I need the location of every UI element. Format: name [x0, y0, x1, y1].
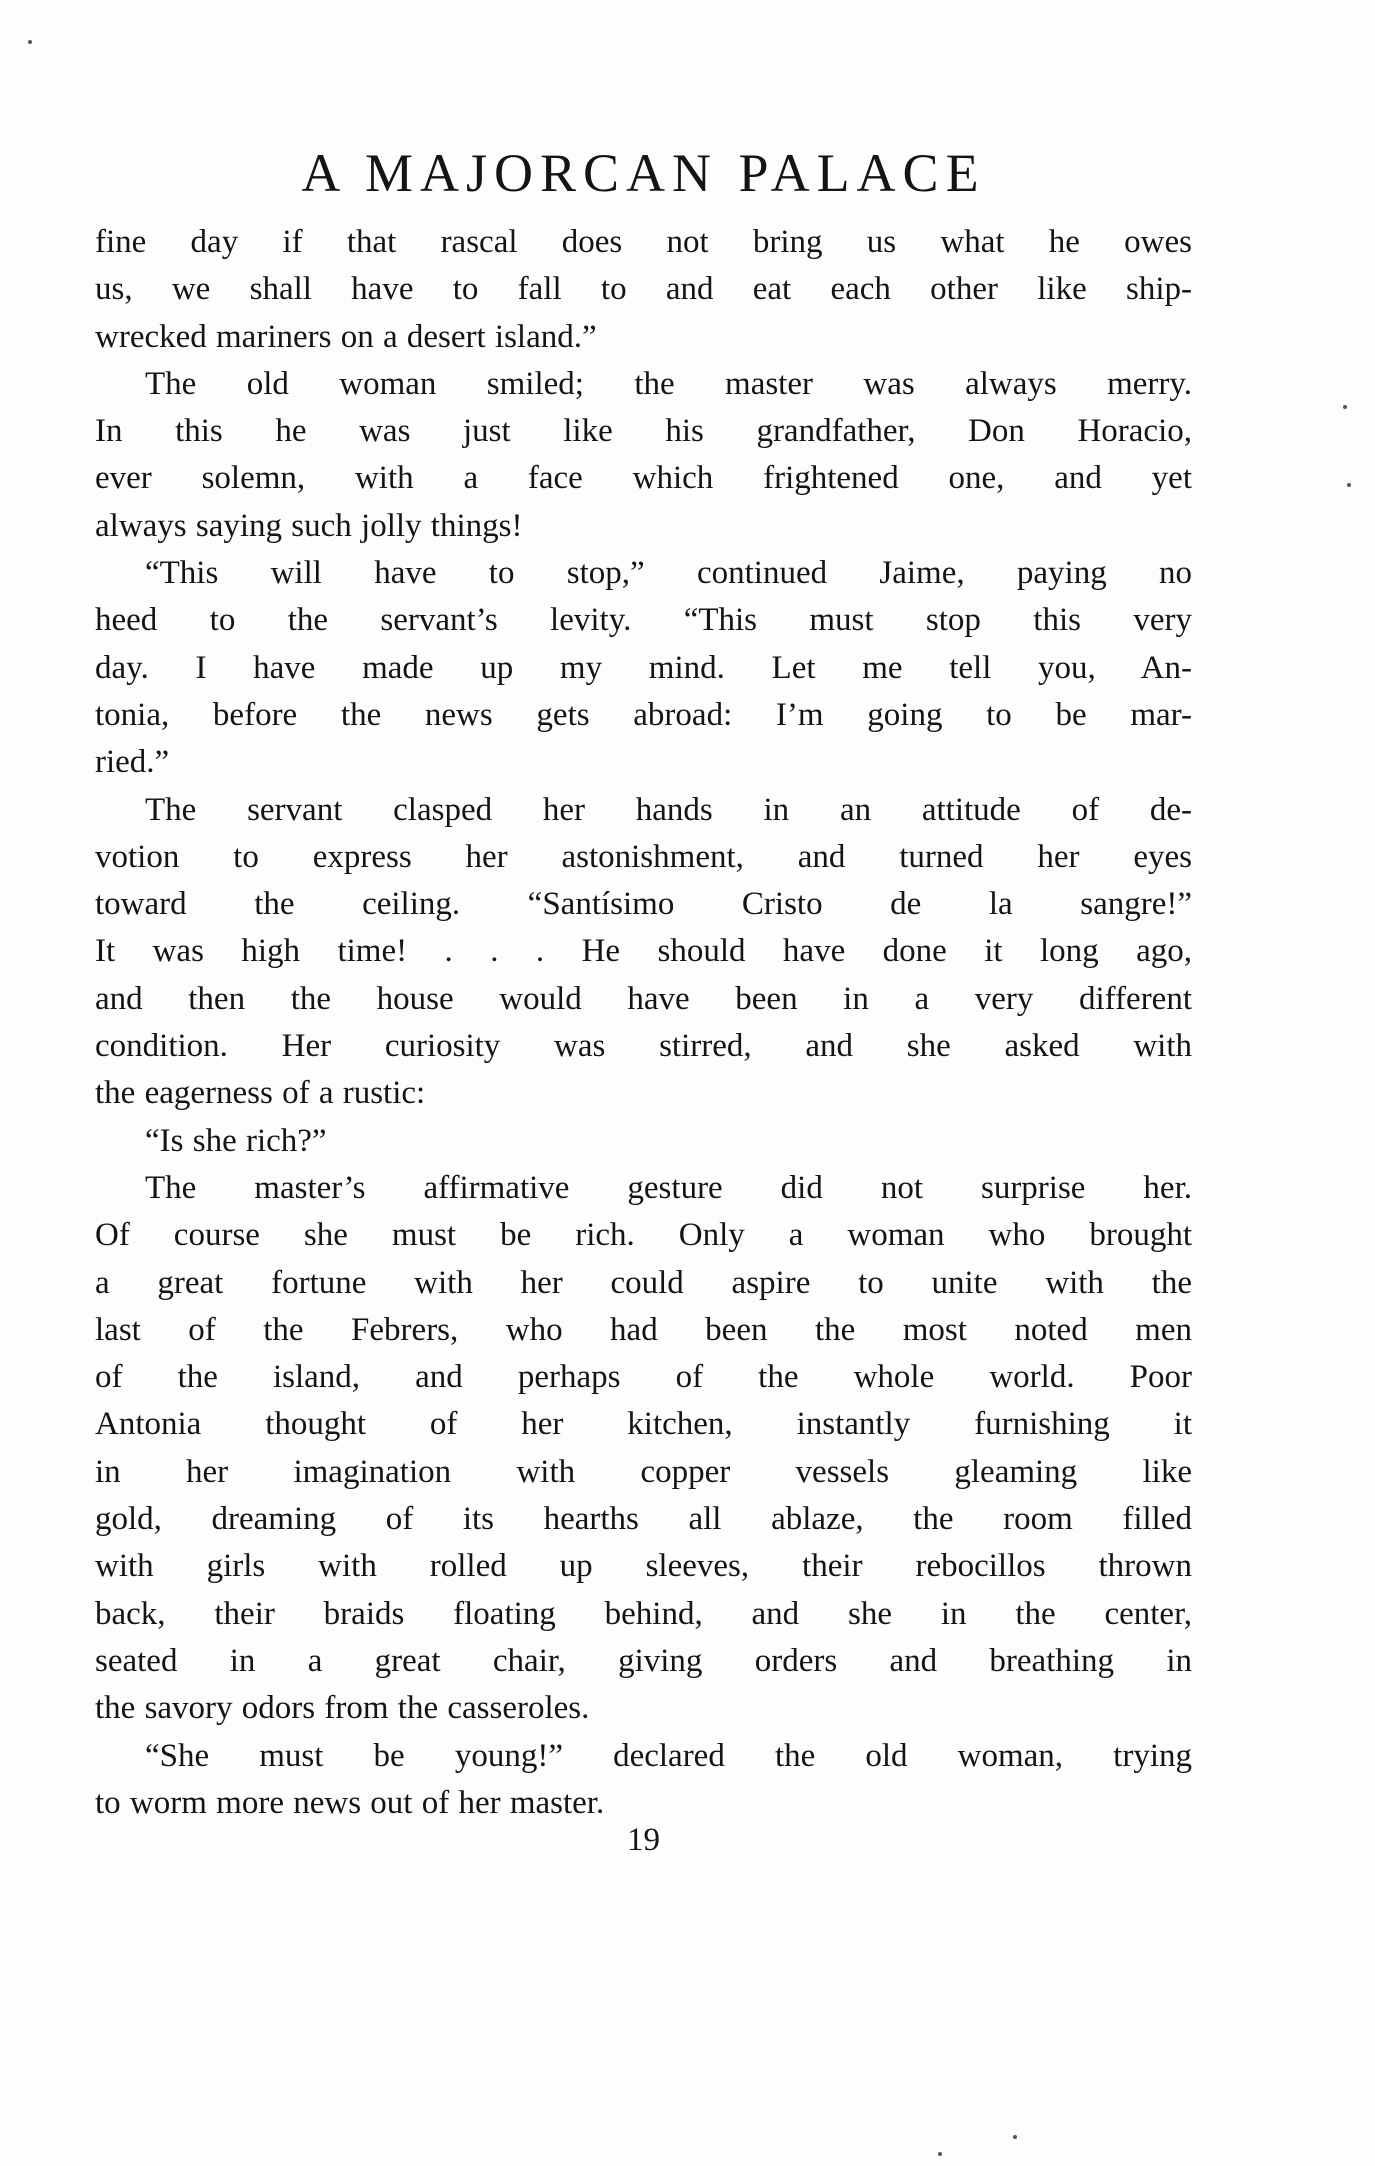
text-line: The master’s affirmative gesture did not surprise her.	[145, 1169, 1192, 1206]
page-number: 19	[627, 1822, 660, 1858]
body-text	[95, 219, 1192, 1827]
text-line: to worm more news out of her master.	[95, 1784, 605, 1821]
text-line: the savory odors from the casseroles.	[95, 1690, 590, 1727]
text-line: ever solemn, with a face which frightened one, and yet	[95, 460, 1192, 497]
text-line: in her imagination with copper vessels gleaming like	[95, 1453, 1192, 1490]
text-line: “She must be young!” declared the old woman, trying	[145, 1737, 1192, 1774]
text-line: votion to express her astonishment, and turned her eyes	[95, 838, 1192, 875]
text-line: In this he was just like his grandfather, Don Horacio,	[95, 413, 1192, 450]
text-line: back, their braids floating behind, and she in the center,	[95, 1595, 1192, 1632]
scan-speck	[1343, 405, 1347, 409]
text-line: condition. Her curiosity was stirred, and she asked with	[95, 1028, 1192, 1065]
text-line: the eagerness of a rustic:	[95, 1075, 426, 1112]
scan-speck	[1347, 483, 1351, 487]
text-line: heed to the servant’s levity. “This must stop this very	[95, 602, 1192, 639]
text-line: of the island, and perhaps of the whole world. Poor	[95, 1359, 1192, 1396]
text-line: wrecked mariners on a desert island.”	[95, 318, 597, 355]
text-line: The old woman smiled; the master was always merry.	[145, 365, 1192, 402]
text-line: Antonia thought of her kitchen, instantly furnishing it	[95, 1406, 1192, 1443]
text-line: always saying such jolly things!	[95, 507, 523, 544]
scan-speck	[1013, 2135, 1017, 2139]
text-line: us, we shall have to fall to and eat each other like ship-	[95, 271, 1192, 308]
text-line: tonia, before the news gets abroad: I’m going to be mar-	[95, 696, 1192, 733]
text-line: and then the house would have been in a very different	[95, 980, 1192, 1017]
text-line: day. I have made up my mind. Let me tell you, An-	[95, 649, 1192, 686]
text-line: “This will have to stop,” continued Jaime, paying no	[145, 555, 1192, 592]
text-line: toward the ceiling. “Santísimo Cristo de la sangre!”	[95, 886, 1192, 923]
text-line: last of the Febrers, who had been the most noted men	[95, 1311, 1192, 1348]
text-line: The servant clasped her hands in an attitude of de-	[145, 791, 1192, 828]
text-line: a great fortune with her could aspire to unite with the	[95, 1264, 1192, 1301]
text-line: It was high time! . . . He should have done it long ago,	[95, 933, 1192, 970]
scan-speck	[938, 2152, 942, 2156]
text-line: ried.”	[95, 744, 170, 781]
text-line: Of course she must be rich. Only a woman who brought	[95, 1217, 1192, 1254]
text-line: “Is she rich?”	[145, 1122, 327, 1159]
scan-speck	[28, 40, 32, 44]
text-line: gold, dreaming of its hearths all ablaze, the room filled	[95, 1501, 1192, 1538]
text-line: fine day if that rascal does not bring us what he owes	[95, 224, 1192, 260]
chapter-title: A MAJORCAN PALACE	[301, 143, 986, 203]
text-line: seated in a great chair, giving orders and breathing in	[95, 1642, 1192, 1679]
text-line: with girls with rolled up sleeves, their rebocillos thrown	[95, 1548, 1192, 1585]
